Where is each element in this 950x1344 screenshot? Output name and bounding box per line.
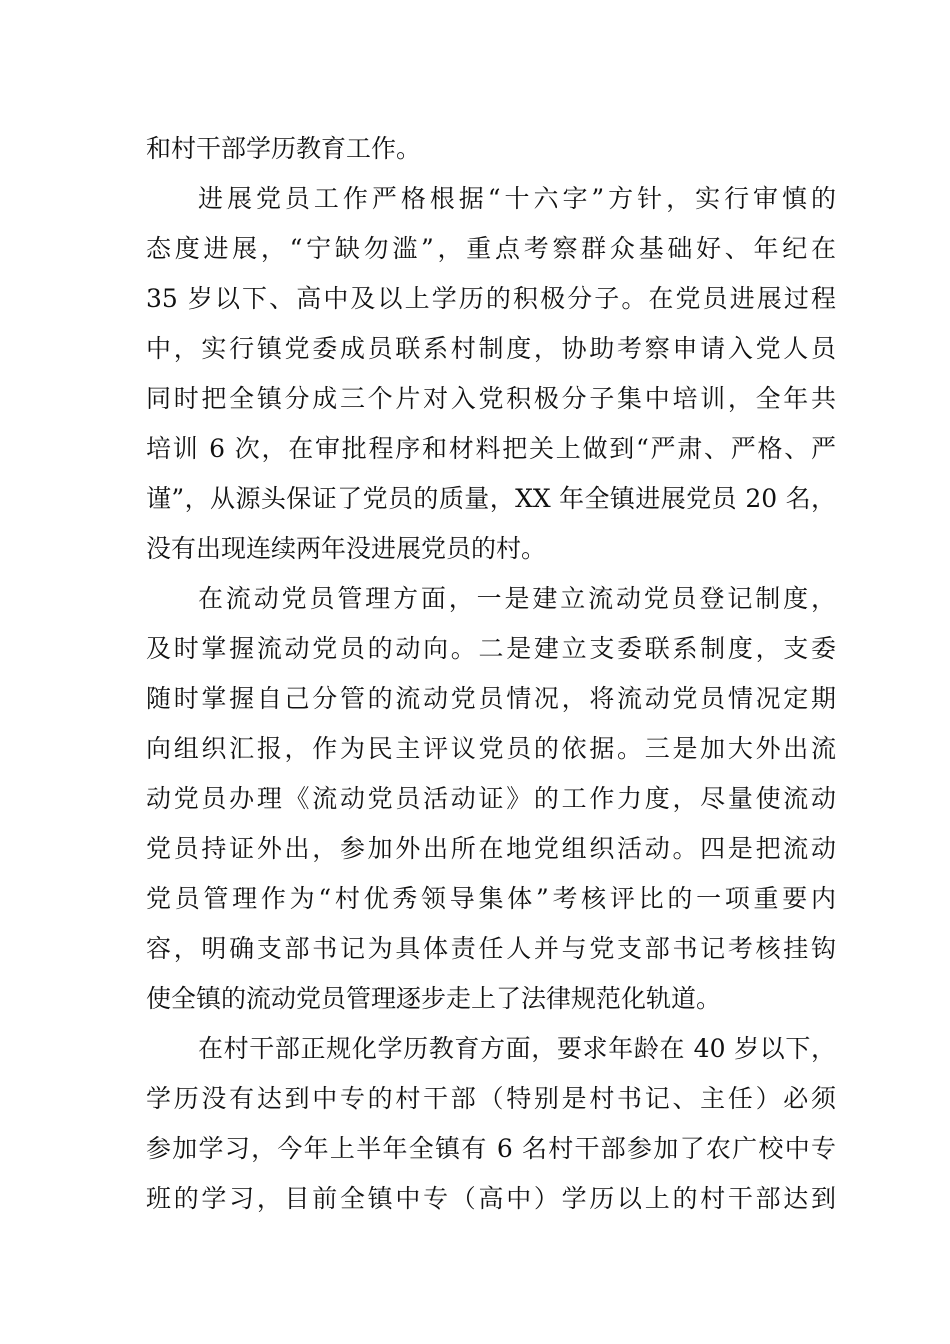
text-line: 动党员办理《流动党员活动证》的工作力度，尽量使流动: [146, 784, 836, 813]
text-line: 班的学习，目前全镇中专（高中）学历以上的村干部达到: [146, 1184, 836, 1213]
text-line: 使全镇的流动党员管理逐步走上了法律规范化轨道。: [146, 984, 722, 1013]
text-line: 向组织汇报，作为民主评议党员的依据。三是加大外出流: [146, 734, 836, 763]
paragraph-start-line: 进展党员工作严格根据“十六字”方针，实行审慎的: [198, 184, 836, 213]
paragraph-start-line: 在流动党员管理方面，一是建立流动党员登记制度，: [198, 584, 836, 613]
text-line: 随时掌握自己分管的流动党员情况，将流动党员情况定期: [146, 684, 836, 713]
text-line: 培训 6 次，在审批程序和材料把关上做到“严肃、严格、严: [146, 434, 836, 463]
text-line: 和村干部学历教育工作。: [146, 134, 422, 163]
text-line: 谨”，从源头保证了党员的质量，XX 年全镇进展党员 20 名，: [146, 484, 836, 513]
text-line: 35 岁以下、高中及以上学历的积极分子。在党员进展过程: [146, 284, 836, 313]
text-line: 党员持证外出，参加外出所在地党组织活动。四是把流动: [146, 834, 836, 863]
text-line: 及时掌握流动党员的动向。二是建立支委联系制度，支委: [146, 634, 836, 663]
text-line: 中，实行镇党委成员联系村制度，协助考察申请入党人员: [146, 334, 836, 363]
text-line: 态度进展，“宁缺勿滥”，重点考察群众基础好、年纪在: [146, 234, 836, 263]
text-line: 党员管理作为“村优秀领导集体”考核评比的一项重要内: [146, 884, 836, 913]
text-line: 参加学习，今年上半年全镇有 6 名村干部参加了农广校中专: [146, 1134, 836, 1163]
text-line: 同时把全镇分成三个片对入党积极分子集中培训，全年共: [146, 384, 836, 413]
body-text: [146, 124, 836, 1224]
text-line: 容，明确支部书记为具体责任人并与党支部书记考核挂钩: [146, 934, 836, 963]
text-line: 没有出现连续两年没进展党员的村。: [146, 534, 547, 563]
paragraph-start-line: 在村干部正规化学历教育方面，要求年龄在 40 岁以下，: [198, 1034, 836, 1063]
text-line: 学历没有达到中专的村干部（特别是村书记、主任）必须: [146, 1084, 836, 1113]
